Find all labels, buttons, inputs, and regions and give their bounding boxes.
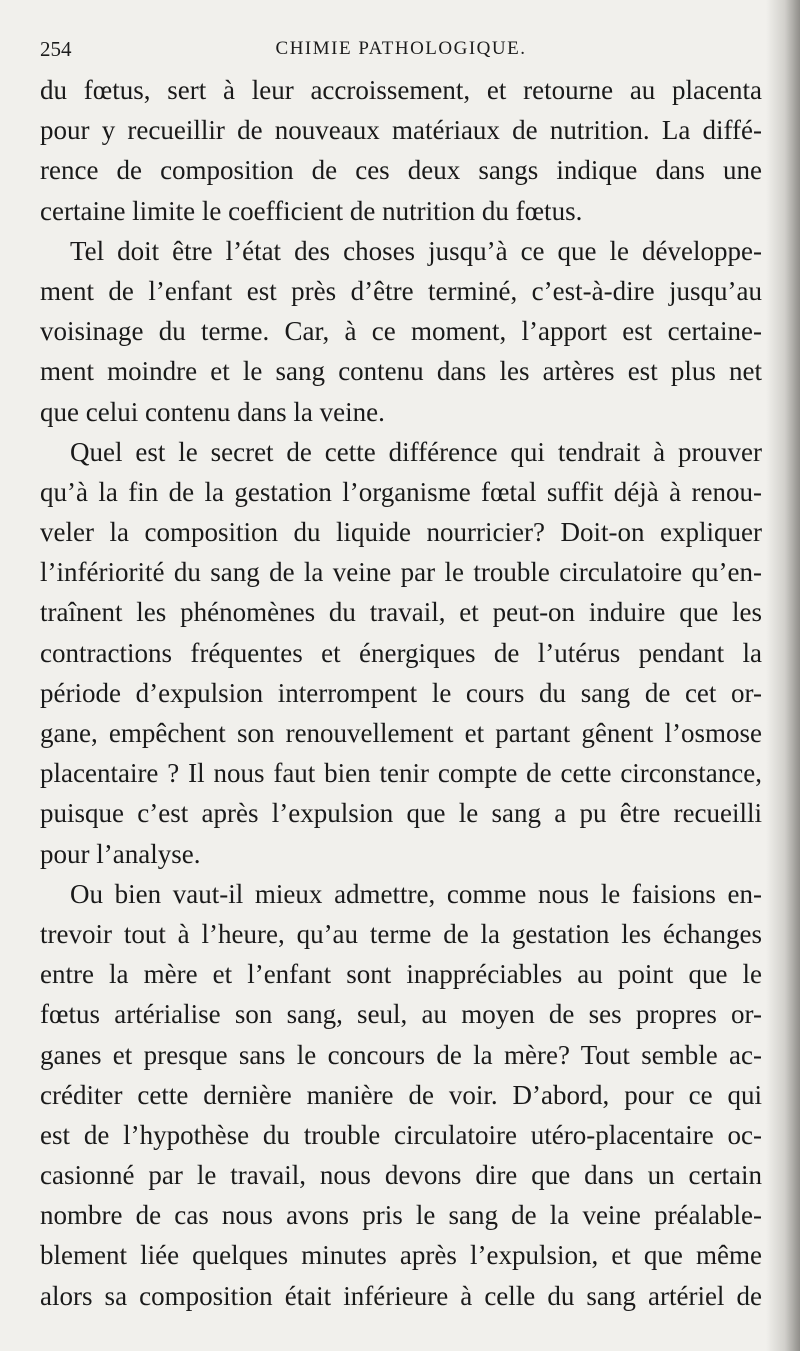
text-line: ganes et presque sans le concours de la mère? Tout semble ac-	[40, 1039, 762, 1070]
text-line: du fœtus, sert à leur accroissement, et retourne au placenta	[40, 75, 762, 105]
page-number: 254	[40, 37, 72, 61]
text-line: ment moindre et le sang contenu dans les artères est plus net	[40, 356, 762, 387]
text-line: Quel est le secret de cette différence qui tendrait à prouver	[70, 436, 762, 467]
text-line: gane, empêchent son renouvellement et partant gênent l’osmose	[40, 718, 762, 748]
text-line: pour l’analyse.	[40, 838, 201, 869]
text-line: traînent les phénomènes du travail, et peut-on induire que les	[40, 597, 762, 628]
text-line: période d’expulsion interrompent le cours du sang de cet or-	[40, 677, 762, 708]
text-line: l’infériorité du sang de la veine par le trouble circulatoire qu’en-	[40, 557, 762, 588]
text-line: entre la mère et l’enfant sont inappréciables au point que le	[40, 959, 762, 990]
text-line: pour y recueillir de nouveaux matériaux de nutrition. La diffé-	[40, 115, 762, 146]
body-text	[40, 70, 762, 1316]
text-line: ment de l’enfant est près d’être terminé, c’est-à-dire jusqu’au	[40, 275, 762, 306]
text-line: Ou bien vaut-il mieux admettre, comme nous le faisions en-	[70, 878, 762, 909]
text-line: que celui contenu dans la veine.	[40, 396, 385, 427]
text-line: certaine limite le coefficient de nutrition du fœtus.	[40, 195, 583, 226]
text-line: placentaire ? Il nous faut bien tenir compte de cette circonstance,	[40, 758, 762, 789]
text-line: puisque c’est après l’expulsion que le sang a pu être recueilli	[40, 798, 762, 829]
text-line: Tel doit être l’état des choses jusqu’à ce que le développe-	[70, 235, 762, 266]
text-line: créditer cette dernière manière de voir. D’abord, pour ce qui	[40, 1079, 762, 1110]
text-line: voisinage du terme. Car, à ce moment, l’apport est certaine-	[40, 316, 762, 347]
text-line: nombre de cas nous avons pris le sang de la veine préalable-	[40, 1200, 762, 1231]
text-line: alors sa composition était inférieure à celle du sang artériel de	[40, 1280, 762, 1311]
text-line: trevoir tout à l’heure, qu’au terme de la gestation les échanges	[40, 918, 762, 949]
text-line: veler la composition du liquide nourricier? Doit-on expliquer	[40, 517, 762, 548]
page-header	[40, 34, 762, 64]
text-line: casionné par le travail, nous devons dire que dans un certain	[40, 1160, 762, 1191]
page-edge-shadow	[766, 0, 800, 1351]
text-line: rence de composition de ces deux sangs indique dans une	[40, 155, 762, 186]
text-line: contractions fréquentes et énergiques de l’utérus pendant la	[40, 637, 762, 668]
text-line: est de l’hypothèse du trouble circulatoire utéro-placentaire oc-	[40, 1119, 762, 1150]
text-line: qu’à la fin de la gestation l’organisme fœtal suffit déjà à renou-	[40, 476, 762, 507]
running-head: CHIMIE PATHOLOGIQUE.	[275, 38, 527, 59]
text-line: fœtus artérialise son sang, seul, au moyen de ses propres or-	[40, 999, 762, 1030]
text-line: blement liée quelques minutes après l’expulsion, et que même	[40, 1240, 762, 1271]
